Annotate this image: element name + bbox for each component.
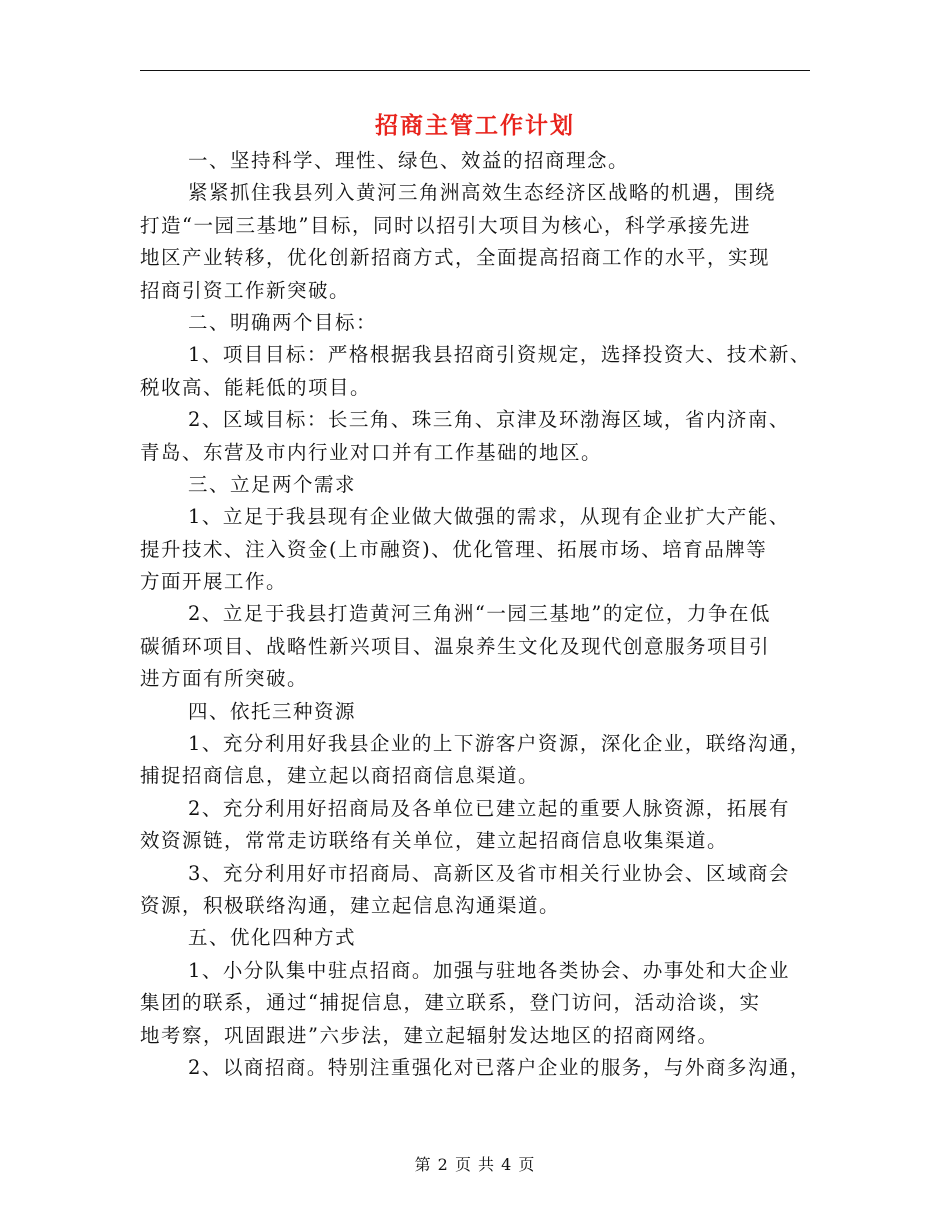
text-line: 招商引资工作新突破。 xyxy=(140,278,351,302)
text-line: 打造“一园三基地”目标，同时以招引大项目为核心，科学承接先进 xyxy=(140,213,751,237)
text-line: 1、立足于我县现有企业做大做强的需求，从现有企业扩大产能、 xyxy=(188,505,790,529)
document-title: 招商主管工作计划 xyxy=(375,112,575,139)
document-body xyxy=(140,145,830,1084)
text-line: 方面开展工作。 xyxy=(140,570,288,594)
text-line: 2、区域目标：长三角、珠三角、京津及环渤海区域，省内济南、 xyxy=(188,408,790,432)
page-footer: 第 2 页 共 4 页 xyxy=(414,1155,536,1174)
text-line: 五、优化四种方式 xyxy=(188,926,357,950)
text-line: 二、明确两个目标： xyxy=(188,310,378,334)
text-line: 进方面有所突破。 xyxy=(140,667,309,691)
text-line: 资源，积极联络沟通，建立起信息沟通渠道。 xyxy=(140,893,561,917)
header-rule xyxy=(140,70,810,71)
text-line: 3、充分利用好市招商局、高新区及省市相关行业协会、区域商会 xyxy=(188,861,790,885)
text-line: 1、小分队集中驻点招商。加强与驻地各类协会、办事处和大企业 xyxy=(188,958,790,982)
text-line: 捕捉招商信息，建立起以商招商信息渠道。 xyxy=(140,764,540,788)
text-line: 青岛、东营及市内行业对口并有工作基础的地区。 xyxy=(140,440,603,464)
text-line: 1、充分利用好我县企业的上下游客户资源，深化企业，联络沟通， xyxy=(188,732,811,756)
text-line: 效资源链，常常走访联络有关单位，建立起招商信息收集渠道。 xyxy=(140,829,729,853)
text-line: 地考察，巩固跟进”六步法，建立起辐射发达地区的招商网络。 xyxy=(140,1023,719,1047)
text-line: 三、立足两个需求 xyxy=(188,472,357,496)
text-line: 提升技术、注入资金(上市融资)、优化管理、拓展市场、培育品牌等 xyxy=(140,537,768,561)
text-line: 1、项目目标：严格根据我县招商引资规定，选择投资大、技术新、 xyxy=(188,343,811,367)
text-line: 地区产业转移，优化创新招商方式，全面提高招商工作的水平，实现 xyxy=(140,246,771,270)
text-line: 紧紧抓住我县列入黄河三角洲高效生态经济区战略的机遇，围绕 xyxy=(188,181,777,205)
text-line: 碳循环项目、战略性新兴项目、温泉养生文化及现代创意服务项目引 xyxy=(140,634,771,658)
text-line: 集团的联系，通过“捕捉信息，建立联系，登门访问，活动洽谈，实 xyxy=(140,991,761,1015)
text-line: 2、以商招商。特别注重强化对已落户企业的服务，与外商多沟通， xyxy=(188,1055,811,1079)
text-line: 2、立足于我县打造黄河三角洲“一园三基地”的定位，力争在低 xyxy=(188,602,771,626)
text-line: 税收高、能耗低的项目。 xyxy=(140,375,372,399)
text-line: 2、充分利用好招商局及各单位已建立起的重要人脉资源，拓展有 xyxy=(188,796,790,820)
text-line: 四、依托三种资源 xyxy=(188,699,357,723)
text-line: 一、坚持科学、理性、绿色、效益的招商理念。 xyxy=(188,149,630,172)
